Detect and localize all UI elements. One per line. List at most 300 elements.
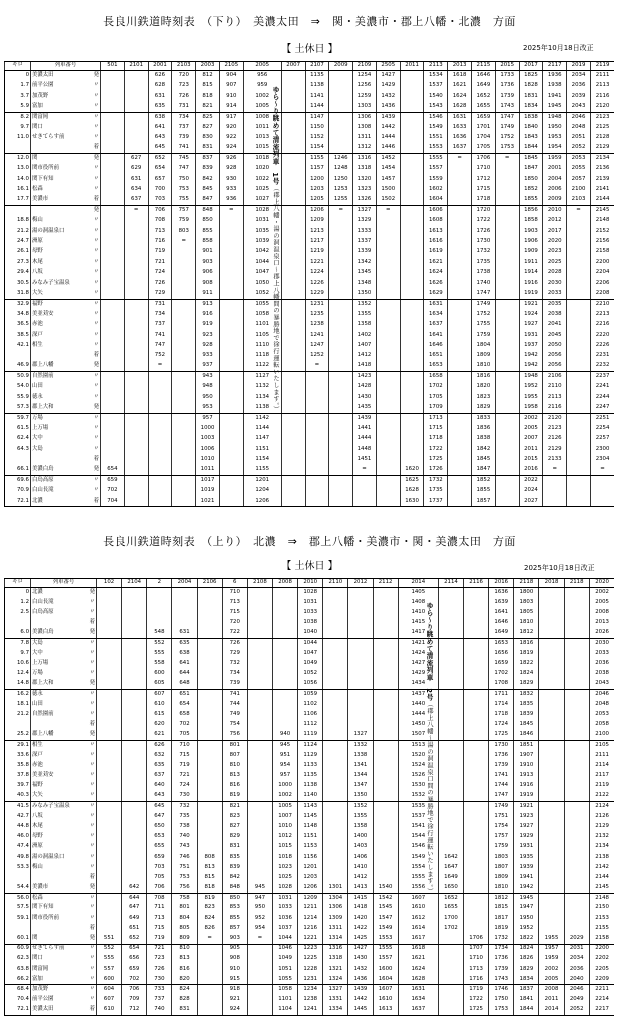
- time-cell: [323, 638, 348, 648]
- time-cell: [272, 649, 297, 659]
- time-cell: 1442: [376, 122, 400, 132]
- time-cell: [281, 268, 305, 278]
- time-cell: [400, 237, 424, 247]
- station-name: 関市役所前: [32, 165, 59, 172]
- time-cell: 1324: [323, 975, 348, 985]
- time-cell: [348, 659, 373, 669]
- time-cell: [376, 465, 400, 475]
- time-cell: 1752: [472, 309, 496, 319]
- time-cell: 1058: [243, 309, 281, 319]
- time-cell: 706: [148, 206, 172, 216]
- time-cell: 1355: [353, 309, 377, 319]
- time-cell: 1005: [243, 102, 281, 112]
- time-cell: [400, 393, 424, 403]
- time-cell: 1718: [424, 434, 448, 444]
- station-cell: [31, 903, 97, 913]
- time-cell: 2217: [589, 1005, 614, 1015]
- table-row: [5, 954, 615, 964]
- arrive-depart-mark: 〃: [93, 373, 99, 380]
- time-cell: 1753: [495, 143, 519, 153]
- time-cell: 1739: [495, 91, 519, 101]
- time-cell: 756: [222, 730, 247, 740]
- time-cell: 1019: [196, 486, 220, 496]
- time-cell: 1410: [348, 863, 373, 873]
- time-cell: [247, 679, 272, 689]
- time-cell: 1020: [243, 164, 281, 174]
- time-cell: 917: [219, 112, 243, 122]
- station-cell: [31, 751, 97, 761]
- time-cell: [438, 812, 463, 822]
- time-cell: 741: [222, 689, 247, 699]
- time-cell: 1036: [272, 914, 297, 924]
- up-timetable: [4, 578, 614, 1016]
- time-cell: 1924: [519, 309, 543, 319]
- time-cell: 1147: [305, 112, 329, 122]
- distance-km: 38.5: [5, 330, 31, 340]
- time-cell: [400, 424, 424, 434]
- time-cell: 715: [147, 924, 172, 934]
- station-cell: [31, 154, 101, 164]
- time-cell: 2145: [590, 206, 614, 216]
- station-cell: [31, 588, 97, 598]
- time-cell: [122, 812, 147, 822]
- time-cell: [400, 309, 424, 319]
- table-row: [5, 638, 615, 648]
- arrive-depart-mark: 〃: [89, 792, 95, 799]
- time-cell: [172, 465, 196, 475]
- station-cell: [31, 71, 101, 81]
- time-cell: 1127: [243, 372, 281, 382]
- time-cell: 730: [147, 975, 172, 985]
- train-number: 6: [222, 579, 247, 588]
- time-cell: 1919: [514, 791, 539, 801]
- time-cell: 1715: [424, 424, 448, 434]
- time-cell: [348, 628, 373, 638]
- time-cell: [348, 669, 373, 679]
- time-cell: [564, 588, 589, 598]
- time-cell: 1425: [348, 934, 373, 944]
- time-cell: [539, 598, 564, 608]
- time-cell: [567, 445, 591, 455]
- time-cell: 1847: [472, 465, 496, 475]
- time-cell: 2208: [590, 289, 614, 299]
- time-cell: [495, 258, 519, 268]
- table-row: [5, 659, 615, 669]
- time-cell: 755: [172, 195, 196, 205]
- train-number: 2112: [373, 579, 398, 588]
- time-cell: 1155: [243, 465, 281, 475]
- time-cell: [448, 330, 472, 340]
- table-row: [5, 195, 615, 205]
- time-cell: 1810: [514, 618, 539, 628]
- time-cell: [564, 873, 589, 883]
- time-cell: [247, 801, 272, 811]
- time-cell: 1847: [519, 164, 543, 174]
- time-cell: [323, 852, 348, 862]
- time-cell: 2241: [590, 382, 614, 392]
- time-cell: 1705: [424, 393, 448, 403]
- time-cell: [564, 638, 589, 648]
- time-cell: 641: [148, 122, 172, 132]
- time-cell: 1732: [472, 247, 496, 257]
- time-cell: 719: [148, 247, 172, 257]
- time-cell: [197, 842, 222, 852]
- time-cell: 2114: [589, 761, 614, 771]
- time-cell: [101, 247, 125, 257]
- time-cell: [438, 771, 463, 781]
- arrive-depart-mark: 〃: [89, 996, 95, 1003]
- time-cell: 2015: [519, 455, 543, 465]
- time-cell: 1624: [448, 91, 472, 101]
- time-cell: 924: [222, 1005, 247, 1015]
- time-cell: 1713: [424, 413, 448, 423]
- time-cell: 1140: [298, 791, 323, 801]
- arrive-depart-mark: 〃: [93, 92, 99, 99]
- time-cell: [564, 649, 589, 659]
- table-row: [5, 893, 615, 903]
- time-cell: 2053: [589, 710, 614, 720]
- distance-km: [5, 351, 31, 361]
- time-cell: [124, 278, 148, 288]
- time-cell: [281, 185, 305, 195]
- time-cell: 1231: [305, 299, 329, 309]
- time-cell: [373, 710, 398, 720]
- time-cell: [438, 730, 463, 740]
- station-name: 福野: [32, 782, 43, 789]
- time-cell: [101, 206, 125, 216]
- time-cell: 1829: [514, 964, 539, 974]
- distance-km: 42.1: [5, 341, 31, 351]
- time-cell: [495, 268, 519, 278]
- time-cell: [281, 434, 305, 444]
- arrive-depart-mark: 発: [89, 588, 95, 595]
- time-cell: [122, 700, 147, 710]
- time-cell: [197, 618, 222, 628]
- time-cell: 1444: [376, 133, 400, 143]
- time-cell: 1059: [298, 689, 323, 699]
- station-name: 美濃白鳥: [32, 629, 54, 636]
- time-cell: 1851: [514, 740, 539, 750]
- time-cell: 1825: [519, 71, 543, 81]
- time-cell: 1209: [305, 216, 329, 226]
- time-cell: 829: [222, 832, 247, 842]
- station-name: 郡上大和: [32, 403, 54, 410]
- time-cell: 1052: [243, 289, 281, 299]
- time-cell: 1338: [348, 751, 373, 761]
- time-cell: 1007: [272, 812, 297, 822]
- train-number: 2014: [398, 579, 438, 588]
- time-cell: 1350: [348, 791, 373, 801]
- train-number: 2109: [353, 62, 377, 71]
- time-cell: [323, 730, 348, 740]
- time-cell: 558: [147, 659, 172, 669]
- time-cell: [323, 618, 348, 628]
- time-cell: 1935: [514, 852, 539, 862]
- time-cell: 637: [147, 771, 172, 781]
- time-cell: 1659: [489, 659, 514, 669]
- time-cell: 1626: [424, 278, 448, 288]
- time-cell: 1102: [298, 700, 323, 710]
- time-cell: 1816: [472, 372, 496, 382]
- time-cell: 1301: [323, 883, 348, 893]
- table-row: [5, 174, 615, 184]
- time-cell: 1911: [519, 258, 543, 268]
- time-cell: [567, 382, 591, 392]
- time-cell: 2237: [590, 372, 614, 382]
- time-cell: 1759: [472, 330, 496, 340]
- distance-km: 2.5: [5, 608, 31, 618]
- time-cell: 1831: [519, 91, 543, 101]
- time-cell: [97, 812, 122, 822]
- arrive-depart-mark: 〃: [93, 248, 99, 255]
- station-name: 山田: [32, 700, 43, 707]
- time-cell: [329, 71, 353, 81]
- time-cell: 1422: [348, 924, 373, 934]
- time-cell: [124, 361, 148, 371]
- arrive-depart-mark: 〃: [89, 904, 95, 911]
- time-cell: [272, 700, 297, 710]
- table-row: [5, 700, 615, 710]
- table-row: [5, 372, 615, 382]
- time-cell: [124, 424, 148, 434]
- distance-km: 42.7: [5, 812, 31, 822]
- time-cell: [101, 330, 125, 340]
- time-cell: [247, 842, 272, 852]
- time-cell: 1621: [448, 81, 472, 91]
- time-cell: 910: [222, 964, 247, 974]
- time-cell: 2134: [589, 842, 614, 852]
- arrive-depart-mark: 着: [93, 144, 99, 151]
- arrive-depart-mark: 〃: [89, 670, 95, 677]
- table-row: [5, 863, 615, 873]
- time-cell: 2232: [590, 361, 614, 371]
- time-cell: [495, 247, 519, 257]
- time-cell: [101, 71, 125, 81]
- station-cell: [31, 964, 97, 974]
- time-cell: [400, 445, 424, 455]
- time-cell: [376, 320, 400, 330]
- time-cell: [101, 195, 125, 205]
- train-number: 2003: [196, 62, 220, 71]
- time-cell: 2017: [543, 226, 567, 236]
- time-cell: 1759: [489, 842, 514, 852]
- time-cell: 720: [222, 618, 247, 628]
- time-cell: [564, 761, 589, 771]
- time-cell: [567, 424, 591, 434]
- time-cell: [281, 258, 305, 268]
- distance-km: 12.4: [5, 669, 31, 679]
- time-cell: 1633: [448, 122, 472, 132]
- time-cell: 855: [222, 914, 247, 924]
- time-cell: 1311: [323, 924, 348, 934]
- time-cell: 1959: [539, 954, 564, 964]
- time-cell: [438, 649, 463, 659]
- time-cell: 739: [222, 679, 247, 689]
- time-cell: 1200: [305, 174, 329, 184]
- time-cell: [495, 206, 519, 216]
- time-cell: [464, 720, 489, 730]
- time-cell: 1031: [243, 216, 281, 226]
- time-cell: [438, 781, 463, 791]
- time-cell: 842: [222, 873, 247, 883]
- time-cell: 1524: [398, 761, 438, 771]
- time-cell: [219, 382, 243, 392]
- station-name: 相生: [32, 741, 43, 748]
- table-row: [5, 289, 615, 299]
- time-cell: [400, 226, 424, 236]
- train-number: 501: [101, 62, 125, 71]
- time-cell: [172, 382, 196, 392]
- time-cell: 2020: [543, 237, 567, 247]
- time-cell: 2043: [589, 679, 614, 689]
- time-cell: 709: [122, 995, 147, 1005]
- time-cell: [438, 975, 463, 985]
- time-cell: [564, 689, 589, 699]
- station-cell: [31, 465, 101, 475]
- time-cell: 1427: [376, 71, 400, 81]
- time-cell: 643: [147, 791, 172, 801]
- station-name: 前平公園: [32, 996, 54, 1003]
- time-cell: 1204: [243, 486, 281, 496]
- time-cell: 1214: [298, 914, 323, 924]
- time-cell: [448, 278, 472, 288]
- time-cell: 656: [122, 954, 147, 964]
- time-cell: [539, 771, 564, 781]
- time-cell: [464, 608, 489, 618]
- time-cell: 1749: [472, 299, 496, 309]
- time-cell: [464, 588, 489, 598]
- time-cell: 835: [222, 852, 247, 862]
- time-cell: 1055: [243, 299, 281, 309]
- time-cell: 702: [172, 720, 197, 730]
- arrive-depart-mark: 〃: [93, 258, 99, 265]
- time-cell: 2056: [543, 351, 567, 361]
- time-cell: [122, 689, 147, 699]
- arrive-depart-mark: 〃: [89, 945, 95, 952]
- time-cell: [124, 351, 148, 361]
- time-cell: 659: [101, 476, 125, 486]
- time-cell: 2153: [589, 914, 614, 924]
- table-row: [5, 964, 615, 974]
- time-cell: 1429: [398, 669, 438, 679]
- table-row: [5, 258, 615, 268]
- time-cell: [197, 771, 222, 781]
- time-cell: 945: [247, 883, 272, 893]
- station-cell: [31, 812, 97, 822]
- table-row: [5, 873, 615, 883]
- distance-km: 14.0: [5, 174, 31, 184]
- table-row: [5, 924, 615, 934]
- time-cell: 1010: [196, 455, 220, 465]
- distance-km: 5.9: [5, 102, 31, 112]
- time-cell: [539, 914, 564, 924]
- time-cell: 2152: [590, 226, 614, 236]
- time-cell: 1002: [272, 791, 297, 801]
- station-cell: [31, 361, 101, 371]
- time-cell: 1612: [398, 914, 438, 924]
- arrive-depart-mark: 発: [93, 466, 99, 473]
- time-cell: 1823: [472, 393, 496, 403]
- time-cell: [448, 195, 472, 205]
- time-cell: [567, 299, 591, 309]
- time-cell: 1628: [448, 102, 472, 112]
- table-row: [5, 424, 615, 434]
- time-cell: [281, 133, 305, 143]
- time-cell: 645: [148, 143, 172, 153]
- time-cell: 1358: [348, 822, 373, 832]
- time-cell: [539, 852, 564, 862]
- station-name: 木尾: [32, 258, 43, 265]
- time-cell: [197, 689, 222, 699]
- time-cell: 2005: [589, 598, 614, 608]
- train-number: 2017: [519, 62, 543, 71]
- time-cell: [495, 309, 519, 319]
- time-cell: 847: [196, 195, 220, 205]
- time-cell: 1857: [472, 497, 496, 507]
- time-cell: [281, 216, 305, 226]
- time-cell: 749: [222, 710, 247, 720]
- time-cell: 1916: [514, 781, 539, 791]
- time-cell: 1913: [514, 771, 539, 781]
- time-cell: 1427: [398, 659, 438, 669]
- distance-km: 62.4: [5, 434, 31, 444]
- station-cell: [31, 91, 101, 101]
- time-cell: [495, 465, 519, 475]
- time-cell: [97, 832, 122, 842]
- time-cell: [247, 852, 272, 862]
- time-cell: [464, 710, 489, 720]
- time-cell: 1153: [298, 842, 323, 852]
- time-cell: 1708: [489, 679, 514, 689]
- time-cell: [376, 247, 400, 257]
- time-cell: 1256: [353, 81, 377, 91]
- time-cell: [495, 393, 519, 403]
- time-cell: [305, 413, 329, 423]
- time-cell: [564, 863, 589, 873]
- time-cell: [197, 628, 222, 638]
- time-cell: [590, 486, 614, 496]
- arrive-depart-mark: 〃: [89, 751, 95, 758]
- time-cell: [400, 247, 424, 257]
- station-cell: [31, 720, 97, 730]
- station-cell: [31, 934, 97, 944]
- time-cell: [101, 289, 125, 299]
- time-cell: 1938: [543, 81, 567, 91]
- time-cell: 1838: [472, 434, 496, 444]
- time-cell: 739: [172, 133, 196, 143]
- station-cell: [31, 669, 97, 679]
- time-cell: [539, 924, 564, 934]
- table-row: [5, 842, 615, 852]
- time-cell: [329, 299, 353, 309]
- time-cell: 555: [97, 954, 122, 964]
- time-cell: [219, 361, 243, 371]
- time-cell: 726: [147, 964, 172, 974]
- time-cell: 555: [147, 649, 172, 659]
- time-cell: 954: [272, 761, 297, 771]
- time-cell: [172, 413, 196, 423]
- time-cell: [197, 720, 222, 730]
- station-name: 美濃市: [32, 883, 49, 890]
- time-cell: 1832: [514, 689, 539, 699]
- time-cell: [373, 751, 398, 761]
- time-cell: 746: [172, 852, 197, 862]
- time-cell: [97, 781, 122, 791]
- time-cell: 813: [172, 954, 197, 964]
- time-cell: 2220: [590, 330, 614, 340]
- station-cell: [31, 975, 97, 985]
- time-cell: [567, 330, 591, 340]
